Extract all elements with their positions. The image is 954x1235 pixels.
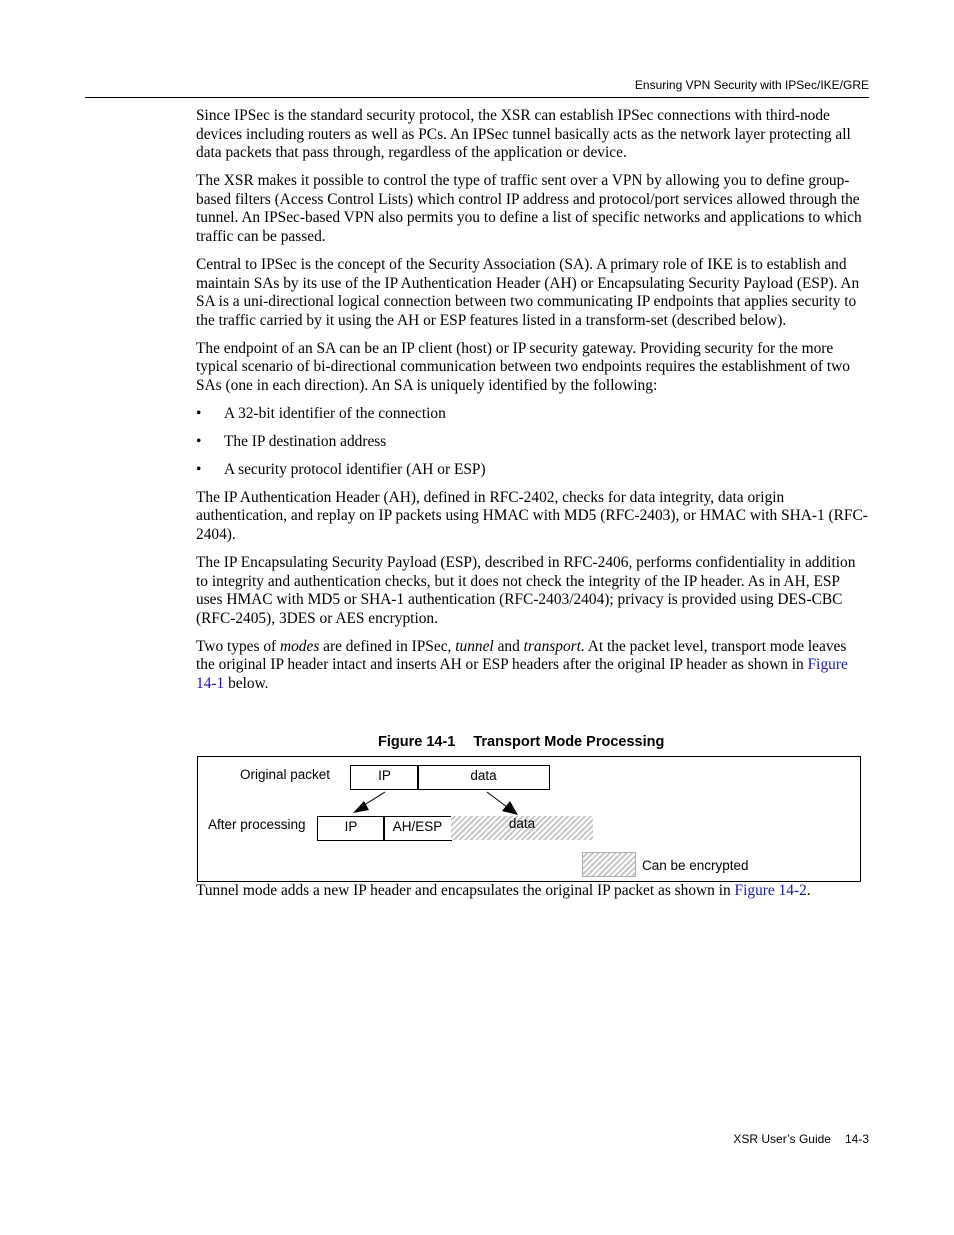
running-footer	[733, 1132, 869, 1146]
paragraph-esp: The IP Encapsulating Security Payload (ESP), described in RFC-2406, performs confidentiality in addition to integrity and authentication checks, but it does not check the integrity of the IP header. As in AH, ESP uses HMAC with MD5 or SHA-1 authentication (RFC-2403/2404); privacy is provided using DES-CBC (RFC-2405), 3DES or AES encryption.	[196, 554, 856, 627]
paragraph-sa-endpoint: The endpoint of an SA can be an IP client (host) or IP security gateway. Providing security for the more typical scenario of bi-directional communication between two endpoints requires the establishment of two SAs (one in each direction). An SA is uniquely identified by the following:	[196, 339, 850, 394]
list-item-text: The IP destination address	[224, 432, 387, 450]
text-run: Two types of	[196, 637, 280, 655]
running-header: Ensuring VPN Security with IPSec/IKE/GRE	[634, 78, 869, 92]
data-arrow-head	[502, 801, 518, 815]
body-text	[196, 107, 868, 703]
paragraph-ah: The IP Authentication Header (AH), defined in RFC-2402, checks for data integrity, data origin authentication, and replay on IP packets using HMAC with MD5 (RFC-2403), or HMAC with SHA-1 (RFC-2404).	[196, 488, 868, 544]
list-item	[196, 405, 868, 424]
figure-caption	[378, 734, 664, 750]
sa-identifier-list	[196, 405, 868, 480]
ip-arrow-head	[353, 801, 369, 813]
paragraph-sa-concept: Central to IPSec is the concept of the Security Association (SA). A primary role of IKE is to establish and maintain SAs by its use of the IP Authentication Header (AH) or Encapsulating Security Payload (ESP). An SA is a uni-directional logical connection between two communicating IP endpoints that applies security to the traffic carried by it using the AH or ESP features listed in a transform-set (described below).	[196, 255, 860, 329]
paragraph-modes	[196, 638, 868, 694]
header-rule	[85, 97, 869, 98]
figure-number: Figure 14-1	[378, 734, 456, 750]
text-run: .	[806, 882, 811, 899]
term-transport: transport.	[523, 637, 585, 655]
data-arrow-line	[487, 792, 507, 807]
figure-title: Transport Mode Processing	[473, 734, 665, 750]
list-item-text: A 32-bit identifier of the connection	[224, 404, 446, 422]
paragraph-xsr-control: The XSR makes it possible to control the type of traffic sent over a VPN by allowing you to define group-based filters (Access Control Lists) which control IP address and protocol/port services allowed through the tunnel. An IPSec-based VPN also permits you to define a list of specific networks and applications to which traffic can be passed.	[196, 172, 862, 245]
figure-14-2-link[interactable]: Figure 14-2	[734, 882, 807, 899]
original-data-cell: data	[417, 765, 550, 790]
paragraph-tunnel-mode	[196, 882, 868, 901]
list-item	[196, 433, 868, 452]
text-run: below.	[224, 674, 269, 692]
figure-14-1-link[interactable]: Figure 14-1	[196, 656, 848, 692]
after-processing-label: After processing	[208, 817, 306, 832]
page-number: 14-3	[844, 1132, 869, 1146]
encrypted-data-cell: data	[451, 816, 593, 840]
original-ip-cell: IP	[350, 765, 419, 790]
tail-text	[196, 882, 868, 901]
text-run: Tunnel mode adds a new IP header and encapsulates the original IP packet as shown in	[196, 882, 735, 899]
bullet-glyph: •	[196, 460, 202, 478]
text-run: are defined in IPSec,	[319, 637, 456, 655]
paragraph-ipsec-intro: Since IPSec is the standard security protocol, the XSR can establish IPSec connections with third-node devices including routers as well as PCs. An IPSec tunnel basically acts as the network layer protecting all data packets that pass through, regardless of the application or device.	[196, 107, 851, 162]
arrow-layer	[198, 757, 862, 883]
term-tunnel: tunnel	[455, 637, 494, 655]
guide-title: XSR User’s Guide	[733, 1132, 831, 1146]
bullet-glyph: •	[196, 432, 202, 450]
encrypted-legend-label: Can be encrypted	[642, 858, 749, 873]
text-run: and	[493, 637, 524, 655]
new-ip-cell: IP	[317, 816, 385, 841]
list-item	[196, 461, 868, 480]
bullet-glyph: •	[196, 404, 202, 422]
original-packet-label: Original packet	[240, 767, 331, 782]
transport-mode-figure	[197, 756, 861, 882]
text-run: At the packet level, transport mode leaves the original IP header intact and inserts AH or ESP headers after the original IP header as shown in	[196, 637, 847, 674]
ah-esp-cell: AH/ESP	[383, 816, 452, 841]
term-modes: modes	[280, 637, 320, 655]
list-item-text: A security protocol identifier (AH or ESP)	[224, 460, 486, 478]
